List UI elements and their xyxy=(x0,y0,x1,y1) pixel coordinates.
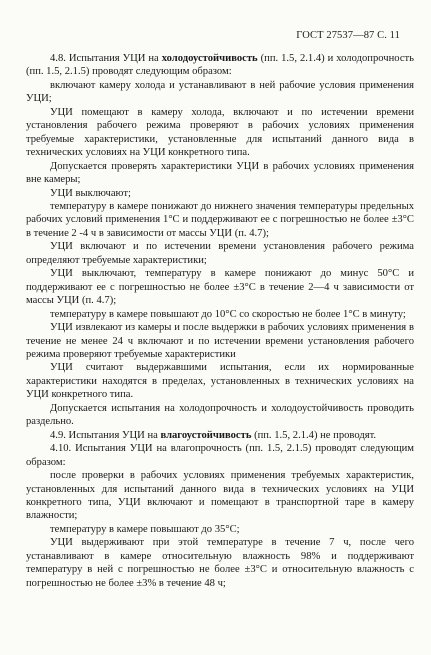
paragraph-4-8: 4.8. Испытания УЦИ на холодоустойчивость (пп. 1.5, 2.1.4) и холодопрочность (пп. 1.5, 2.1.5) проводят следующим образом: xyxy=(26,53,414,78)
paragraph: температуру в камере понижают до нижнего значения температуры предельных рабочих условий применения 1°С и поддерживают ее с погрешностью не более ±3°С в течение 2 -4 ч в зависимости от массы УЦИ (п. 4.7); xyxy=(26,200,414,239)
paragraph: УЦИ включают и по истечении времени установления рабочего режима определяют требуемые характеристики; xyxy=(26,241,414,266)
paragraph: УЦИ выдерживают при этой температуре в течение 7 ч, после чего устанавливают в камере относительную влажность 98% и поддерживают температуру в ней с погрешностью не более ±3°С и относительную влажность с погрешностью не более ±3% в течение 48 ч; xyxy=(26,537,414,589)
paragraph: УЦИ выключают; xyxy=(50,187,131,199)
bold-term: влагоустойчивость xyxy=(160,429,252,441)
paragraph: УЦИ считают выдержавшими испытания, если их нормированные характеристики находятся в пределах, установленных в технических условиях на УЦИ конкретного типа. xyxy=(26,362,414,401)
page-header: ГОСТ 27537—87 С. 11 xyxy=(296,30,400,41)
document-body xyxy=(26,52,414,590)
paragraph: после проверки в рабочих условиях применения требуемых характеристик, установленных для испытаний данного вида в технических условиях на УЦИ конкретного типа, УЦИ включают и помещают в транспортной таре в камеру влажности; xyxy=(26,470,414,522)
paragraph-4-9: 4.9. Испытания УЦИ на влагоустойчивость (пп. 1.5, 2.1.4) не проводят. xyxy=(50,429,377,441)
paragraph: включают камеру холода и устанавливают в ней рабочие условия применения УЦИ; xyxy=(26,79,414,105)
paragraph: УЦИ выключают, температуру в камере понижают до минус 50°С и поддерживают ее с погрешностью не более ±3°С в течение 2—4 ч зависимости от массы УЦИ (п. 4.7); xyxy=(26,268,414,307)
paragraph-4-10: 4.10. Испытания УЦИ на влагопрочность (пп. 1.5, 2.1.5) проводят следующим образом: xyxy=(26,443,414,468)
paragraph: Допускается проверять характеристики УЦИ в рабочих условиях применения вне камеры; xyxy=(26,160,414,186)
paragraph: УЦИ помещают в камеру холода, включают и по истечении времени установления рабочего режима проверяют в рабочих условиях применения требуемые характеристики, установленные для испытаний данного вида в технических условиях на УЦИ конкретного типа. xyxy=(26,106,414,159)
paragraph: температуру в камере повышают до 10°С со скоростью не более 1°С в минуту; xyxy=(50,308,406,320)
bold-term: холодоустойчивость xyxy=(161,53,258,64)
paragraph: УЦИ извлекают из камеры и после выдержки в рабочих условиях применения в течение не менее 24 ч включают и по истечении времени установления рабочего режима проверяют требуемые характеристики xyxy=(26,322,414,360)
paragraph: температуру в камере повышают до 35°С; xyxy=(50,523,240,535)
paragraph: Допускается испытания на холодопрочность и холодоустойчивость проводить раздельно. xyxy=(26,402,414,428)
